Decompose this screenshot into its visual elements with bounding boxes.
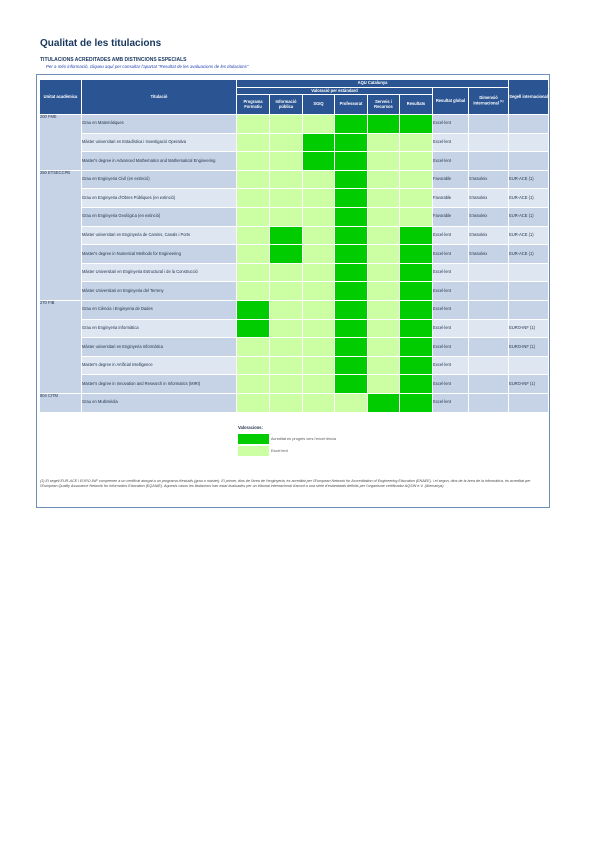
degree-name-cell[interactable]: Grau en Enginyeria Civil (en extinció) xyxy=(82,170,237,189)
degree-name-cell[interactable]: Grau en Multimèdia xyxy=(82,393,237,412)
rating-cell xyxy=(270,356,303,375)
international-dimension-cell xyxy=(469,152,509,171)
rating-cell xyxy=(237,393,270,412)
header-professorat: Professorat xyxy=(335,95,368,115)
rating-cell xyxy=(303,207,335,226)
rating-cell xyxy=(400,319,433,338)
rating-cell xyxy=(237,152,270,171)
legend-light-swatch xyxy=(238,446,269,456)
global-result-cell: Favorable xyxy=(433,207,469,226)
legend-title: Valoracions: xyxy=(238,425,263,430)
rating-cell xyxy=(368,263,400,282)
global-result-cell: Excel·lent xyxy=(433,300,469,319)
degree-name-cell[interactable]: Master's degree in Innovation and Research in Informatics (MIRI) xyxy=(82,375,237,394)
rating-cell xyxy=(335,189,368,208)
rating-cell xyxy=(400,263,433,282)
accreditation-table xyxy=(39,79,549,413)
rating-cell xyxy=(335,133,368,152)
rating-cell xyxy=(270,300,303,319)
table-row xyxy=(40,189,549,208)
rating-cell xyxy=(270,245,303,264)
rating-cell xyxy=(303,245,335,264)
international-seal-cell: EUR-ACE (1) xyxy=(509,170,549,189)
international-seal-cell: EURO-INF (1) xyxy=(509,375,549,394)
rating-cell xyxy=(335,152,368,171)
international-seal-cell xyxy=(509,133,549,152)
rating-cell xyxy=(400,115,433,134)
rating-cell xyxy=(335,319,368,338)
international-seal-cell xyxy=(509,300,549,319)
rating-cell xyxy=(270,207,303,226)
evaluation-results-link[interactable]: Per a més informació, cliqueu aquí per consultar l'apartat "Resultat de les avaluacions de les titulacions" xyxy=(46,64,249,69)
degree-name-cell[interactable]: Grau en Enginyeria Geològica (en extinció) xyxy=(82,207,237,226)
international-dimension-cell: S'assoleix xyxy=(469,189,509,208)
table-row xyxy=(40,245,549,264)
global-result-cell: Favorable xyxy=(433,189,469,208)
global-result-cell: Excel·lent xyxy=(433,263,469,282)
rating-cell xyxy=(303,189,335,208)
table-row xyxy=(40,133,549,152)
rating-cell xyxy=(368,393,400,412)
international-dimension-cell xyxy=(469,393,509,412)
header-serveis: Serveis i Recursos xyxy=(368,95,400,115)
rating-cell xyxy=(368,226,400,245)
table-row xyxy=(40,226,549,245)
international-dimension-cell xyxy=(469,115,509,134)
rating-cell xyxy=(237,263,270,282)
international-seal-cell: EUR-ACE (1) xyxy=(509,226,549,245)
international-seal-cell: EUR-ACE (1) xyxy=(509,245,549,264)
rating-cell xyxy=(237,133,270,152)
rating-cell xyxy=(303,263,335,282)
degree-name-cell[interactable]: Grau en Ciència i Enginyeria de Dades xyxy=(82,300,237,319)
rating-cell xyxy=(303,338,335,357)
header-informacio: Informació pública xyxy=(270,95,303,115)
international-dimension-cell: S'assoleix xyxy=(469,170,509,189)
rating-cell xyxy=(335,338,368,357)
table-row xyxy=(40,263,549,282)
rating-cell xyxy=(335,393,368,412)
header-unit: Unitat acadèmica xyxy=(40,80,82,115)
table-row xyxy=(40,115,549,134)
global-result-cell: Favorable xyxy=(433,170,469,189)
global-result-cell: Excel·lent xyxy=(433,245,469,264)
rating-cell xyxy=(270,115,303,134)
international-seal-cell: EURO-INF (1) xyxy=(509,319,549,338)
header-resultats: Resultats xyxy=(400,95,433,115)
rating-cell xyxy=(400,375,433,394)
rating-cell xyxy=(237,189,270,208)
rating-cell xyxy=(270,133,303,152)
rating-cell xyxy=(368,207,400,226)
rating-cell xyxy=(368,152,400,171)
rating-cell xyxy=(270,263,303,282)
rating-cell xyxy=(237,226,270,245)
global-result-cell: Excel·lent xyxy=(433,393,469,412)
international-dimension-cell xyxy=(469,300,509,319)
degree-name-cell[interactable]: Grau en Matemàtiques xyxy=(82,115,237,134)
rating-cell xyxy=(270,375,303,394)
table-row xyxy=(40,300,549,319)
rating-cell xyxy=(270,338,303,357)
rating-cell xyxy=(270,282,303,301)
table-row xyxy=(40,356,549,375)
degree-name-cell[interactable]: Master's degree in Advanced Mathematics and Mathematical Engineering xyxy=(82,152,237,171)
rating-cell xyxy=(335,170,368,189)
global-result-cell: Excel·lent xyxy=(433,375,469,394)
international-seal-cell xyxy=(509,263,549,282)
header-sgiq: SGIQ xyxy=(303,95,335,115)
rating-cell xyxy=(335,300,368,319)
rating-cell xyxy=(335,356,368,375)
rating-cell xyxy=(400,282,433,301)
rating-cell xyxy=(400,338,433,357)
table-row xyxy=(40,393,549,412)
rating-cell xyxy=(303,152,335,171)
rating-cell xyxy=(303,170,335,189)
international-dimension-cell xyxy=(469,375,509,394)
degree-name-cell[interactable]: Master's degree in Numerical Methods for Engineering xyxy=(82,245,237,264)
rating-cell xyxy=(368,133,400,152)
rating-cell xyxy=(400,393,433,412)
header-international-seal: Segell internacional xyxy=(509,80,549,115)
academic-unit-cell: 804 CITM xyxy=(40,393,82,412)
global-result-cell: Excel·lent xyxy=(433,282,469,301)
international-seal-cell xyxy=(509,393,549,412)
legend-light-label: Excel·lent xyxy=(271,449,288,453)
degree-name-cell[interactable]: Grau en Enginyeria Informàtica xyxy=(82,319,237,338)
table-body xyxy=(40,115,549,413)
international-seal-cell xyxy=(509,356,549,375)
international-seal-cell xyxy=(509,115,549,134)
header-aqu: AQU Catalunya xyxy=(237,80,509,88)
global-result-cell: Excel·lent xyxy=(433,338,469,357)
rating-cell xyxy=(237,282,270,301)
international-dimension-cell xyxy=(469,356,509,375)
rating-cell xyxy=(303,282,335,301)
international-seal-cell: EUR-ACE (1) xyxy=(509,207,549,226)
rating-cell xyxy=(400,133,433,152)
rating-cell xyxy=(303,133,335,152)
rating-cell xyxy=(368,245,400,264)
rating-cell xyxy=(368,356,400,375)
international-dimension-cell xyxy=(469,282,509,301)
rating-cell xyxy=(237,245,270,264)
rating-cell xyxy=(368,375,400,394)
academic-unit-cell: 270 FIB xyxy=(40,300,82,393)
rating-cell xyxy=(237,319,270,338)
rating-cell xyxy=(335,226,368,245)
rating-cell xyxy=(335,115,368,134)
header-international-dimension: Dimensió Internacional $^{(1)}$ xyxy=(469,88,509,115)
global-result-cell: Excel·lent xyxy=(433,152,469,171)
table-row xyxy=(40,282,549,301)
rating-cell xyxy=(368,300,400,319)
legend-dark-label: Acreditat en progrés vers l'excel·lència xyxy=(271,437,337,441)
header-programa: Programa Formatiu xyxy=(237,95,270,115)
international-dimension-cell xyxy=(469,338,509,357)
rating-cell xyxy=(368,170,400,189)
table-row xyxy=(40,338,549,357)
rating-cell xyxy=(303,319,335,338)
degree-name-cell[interactable]: Màster universitari en Estadística i Investigació Operativa xyxy=(82,133,237,152)
international-dimension-cell: S'assoleix xyxy=(469,245,509,264)
rating-cell xyxy=(368,319,400,338)
rating-cell xyxy=(368,189,400,208)
international-seal-cell: EUR-ACE (1) xyxy=(509,189,549,208)
rating-cell xyxy=(303,226,335,245)
legend-dark-swatch xyxy=(238,434,269,444)
rating-cell xyxy=(237,375,270,394)
rating-cell xyxy=(270,152,303,171)
rating-cell xyxy=(270,319,303,338)
rating-cell xyxy=(335,282,368,301)
degree-name-cell[interactable]: Grau en Enginyeria d'Obres Públiques (en extinció) xyxy=(82,189,237,208)
table-row xyxy=(40,319,549,338)
rating-cell xyxy=(270,393,303,412)
global-result-cell: Excel·lent xyxy=(433,356,469,375)
rating-cell xyxy=(237,207,270,226)
header-global: Resultat global xyxy=(433,88,469,115)
rating-cell xyxy=(400,152,433,171)
rating-cell xyxy=(400,300,433,319)
international-seal-cell xyxy=(509,282,549,301)
rating-cell xyxy=(237,115,270,134)
header-degree: Titulació xyxy=(82,80,237,115)
international-dimension-cell xyxy=(469,133,509,152)
international-seal-cell xyxy=(509,152,549,171)
rating-cell xyxy=(237,356,270,375)
international-dimension-cell: S'assoleix xyxy=(469,207,509,226)
rating-cell xyxy=(270,170,303,189)
rating-cell xyxy=(303,300,335,319)
global-result-cell: Excel·lent xyxy=(433,226,469,245)
rating-cell xyxy=(400,226,433,245)
global-result-cell: Excel·lent xyxy=(433,133,469,152)
rating-cell xyxy=(368,282,400,301)
rating-cell xyxy=(237,300,270,319)
international-dimension-cell xyxy=(469,263,509,282)
table-row xyxy=(40,152,549,171)
header-by-standard: Valoració per estàndard xyxy=(237,88,433,95)
academic-unit-cell: 250 ETSECCPB xyxy=(40,170,82,300)
rating-cell xyxy=(335,207,368,226)
degree-name-cell[interactable]: Màster Universitari en Enginyeria del Terreny xyxy=(82,282,237,301)
rating-cell xyxy=(303,393,335,412)
rating-cell xyxy=(303,115,335,134)
rating-cell xyxy=(237,170,270,189)
rating-cell xyxy=(303,375,335,394)
global-result-cell: Excel·lent xyxy=(433,319,469,338)
rating-cell xyxy=(400,245,433,264)
rating-cell xyxy=(400,189,433,208)
section-subtitle: TITULACIONS ACREDITADES AMB DISTINCIONS ESPECIALS xyxy=(40,57,187,63)
rating-cell xyxy=(368,338,400,357)
rating-cell xyxy=(368,115,400,134)
rating-cell xyxy=(270,189,303,208)
academic-unit-cell: 200 FME xyxy=(40,115,82,171)
rating-cell xyxy=(270,226,303,245)
international-dimension-cell: S'assoleix xyxy=(469,226,509,245)
rating-cell xyxy=(303,356,335,375)
table-row xyxy=(40,375,549,394)
rating-cell xyxy=(400,356,433,375)
degree-name-cell[interactable]: Màster universitari en Enginyeria de Camins, Canals i Ports xyxy=(82,226,237,245)
table-row xyxy=(40,170,549,189)
degree-name-cell[interactable]: Master's degree in Artificial Intelligence xyxy=(82,356,237,375)
table-row xyxy=(40,207,549,226)
page-title: Qualitat de les titulacions xyxy=(40,38,162,49)
footnote: (1) El segell EUR-ACE i EURO-INF comprenen a un certificat atorgat a un programa d'estudis (grau o màster). El primer, dins de l'àrea de l'enginyeria, és acreditat per l'European Network for Accreditation of Engineering Education (ENAEE), i el segon, dins de la àrea de la informàtica, és acreditat per l'European Quality Assurance Network for Informatics Education (EQANIE). Aquests casos les titulacions han estat avaluades per un tribunal internacional d'acord a una sèrie d'estàndards definits per l'organisme certificador AQSIN e.V. (Alemanya). xyxy=(40,479,531,488)
rating-cell xyxy=(335,263,368,282)
rating-cell xyxy=(237,338,270,357)
global-result-cell: Excel·lent xyxy=(433,115,469,134)
rating-cell xyxy=(400,207,433,226)
degree-name-cell[interactable]: Màster universitari en Enginyeria Informàtica xyxy=(82,338,237,357)
rating-cell xyxy=(400,170,433,189)
degree-name-cell[interactable]: Màster Universitari en Enginyeria Estructural i de la Construcció xyxy=(82,263,237,282)
international-dimension-cell xyxy=(469,319,509,338)
rating-cell xyxy=(335,245,368,264)
international-seal-cell: EURO-INF (1) xyxy=(509,338,549,357)
rating-cell xyxy=(335,375,368,394)
